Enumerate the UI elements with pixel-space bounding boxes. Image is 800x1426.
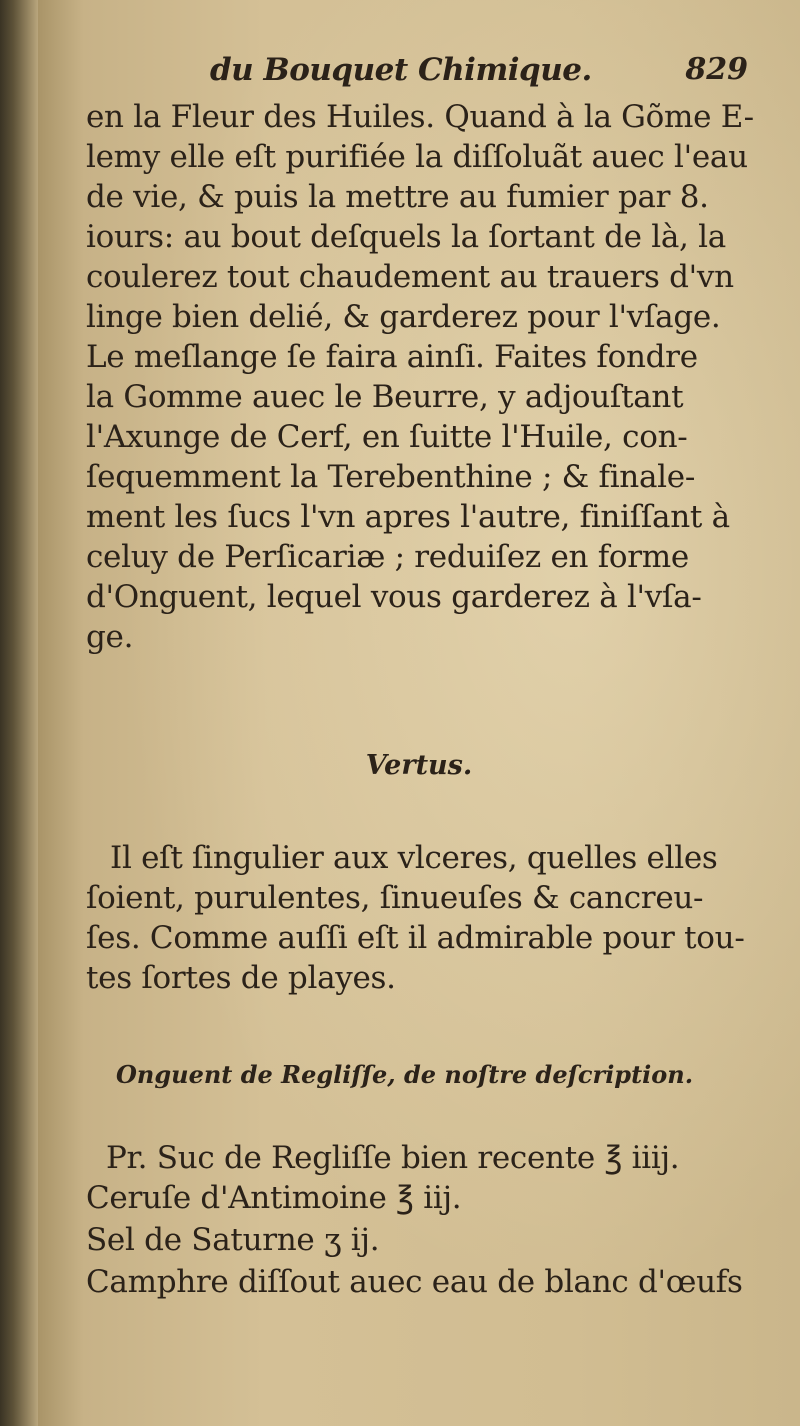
- text-line: iours: au bout deſquels la ſortant de là, la: [86, 219, 726, 255]
- recipe-line: Camphre diſſout auec eau de blanc d'œufs: [86, 1264, 743, 1300]
- text-line: celuy de Perſicariæ ; reduiſez en forme: [86, 539, 689, 575]
- text-line: linge bien delié, & garderez pour l'vſage.: [86, 299, 721, 335]
- text-line: d'Onguent, lequel vous garderez à l'vſa-: [86, 579, 702, 615]
- recipe-line: Sel de Saturne ʒ ij.: [86, 1222, 380, 1258]
- book-binding: [0, 0, 38, 1426]
- text-line: Le meſlange ſe faira ainſi. Faites fondre: [86, 339, 698, 375]
- recipe-line: Pr. Suc de Regliſſe bien recente ℥ iiij.: [106, 1140, 680, 1176]
- text-line: ſoient, purulentes, ſinueuſes & cancreu-: [86, 880, 704, 916]
- text-line: lemy elle eſt purifiée la diſſoluãt auec l'eau: [86, 139, 748, 175]
- text-line: ſes. Comme auſſi eſt il admirable pour tou-: [86, 920, 745, 956]
- recipe-title: Onguent de Regliſſe, de noſtre deſcription.: [116, 1060, 694, 1089]
- text-line: l'Axunge de Cerf, en ſuitte l'Huile, con-: [86, 419, 688, 455]
- text-line: coulerez tout chaudement au trauers d'vn: [86, 259, 734, 295]
- text-line: ge.: [86, 619, 134, 655]
- page-header: [210, 52, 748, 102]
- recipe-line: Ceruſe d'Antimoine ℥ iij.: [86, 1180, 462, 1216]
- text-line: en la Fleur des Huiles. Quand à la Gõme E-: [86, 99, 754, 135]
- text-line: ſequemment la Terebenthine ; & finale-: [86, 459, 695, 495]
- text-line: de vie, & puis la mettre au fumier par 8.: [86, 179, 709, 215]
- text-line: ment les ſucs l'vn apres l'autre, finiſſant à: [86, 499, 730, 535]
- text-line: tes ſortes de playes.: [86, 960, 396, 996]
- page-number: 829: [685, 52, 748, 87]
- section-heading: Vertus.: [365, 750, 473, 781]
- text-line: Il eſt ſingulier aux vlceres, quelles elles: [110, 840, 718, 876]
- running-title: du Bouquet Chimique.: [210, 52, 592, 88]
- text-line: la Gomme auec le Beurre, y adjouſtant: [86, 379, 684, 415]
- book-page: [38, 0, 800, 1426]
